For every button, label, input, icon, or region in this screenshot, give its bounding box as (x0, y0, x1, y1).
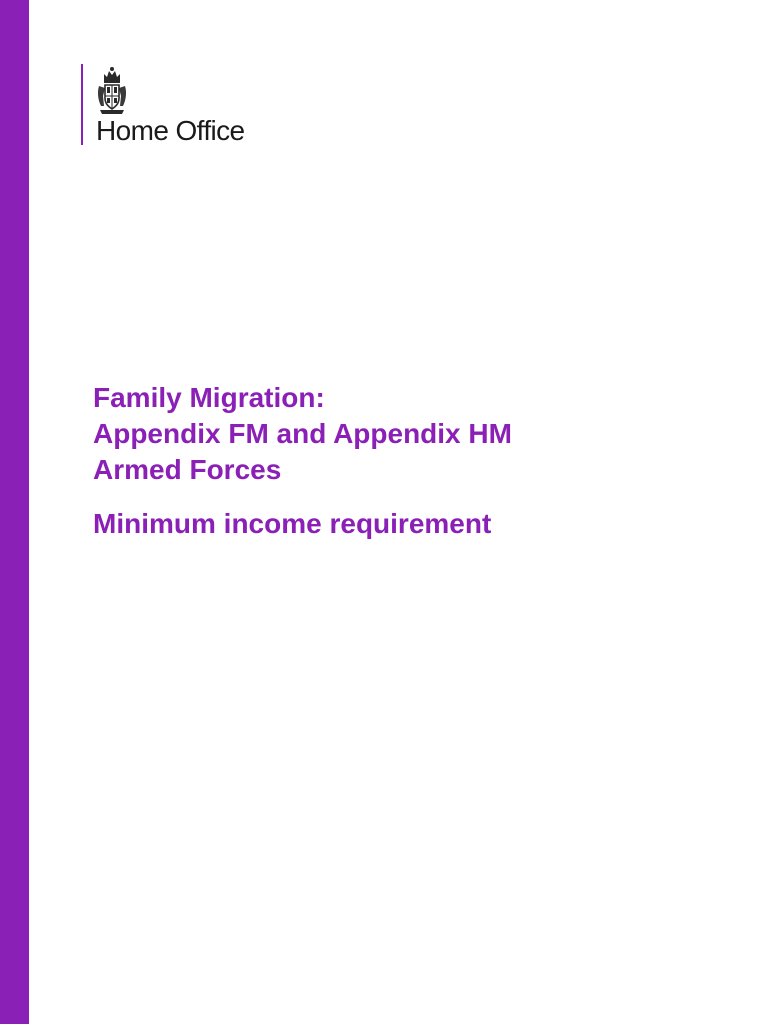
document-title-line-1: Family Migration: (93, 382, 325, 413)
home-office-logo (81, 64, 281, 148)
document-title-block (93, 380, 733, 542)
royal-coat-of-arms-icon (95, 66, 129, 116)
document-subtitle: Minimum income requirement (93, 508, 492, 539)
document-title-line-2: Appendix FM and Appendix HM (93, 418, 512, 449)
department-name: Home Office (96, 115, 245, 146)
logo-divider (81, 64, 83, 145)
document-title-line-3: Armed Forces (93, 454, 282, 485)
side-accent-bar (0, 0, 29, 1024)
